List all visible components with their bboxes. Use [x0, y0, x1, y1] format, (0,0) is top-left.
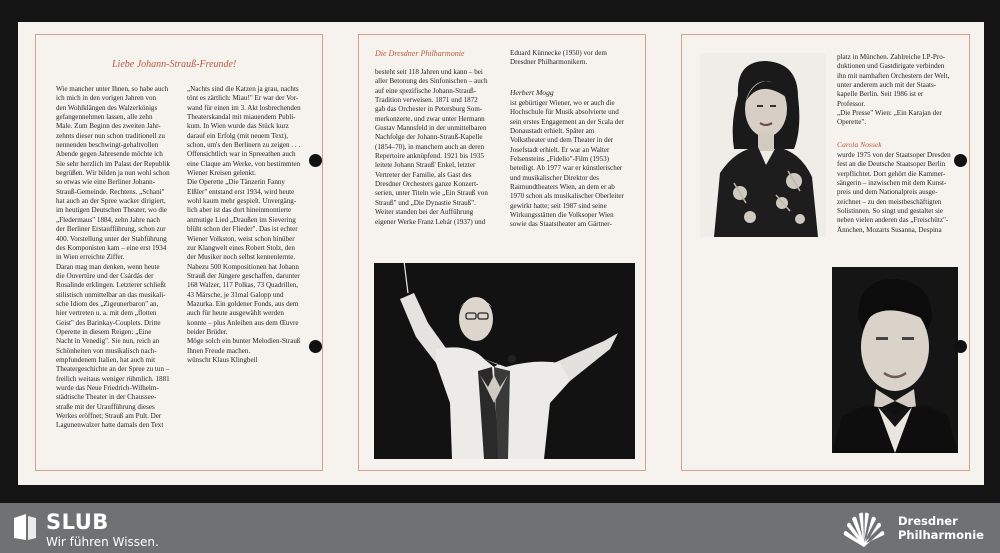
dresdner-philharmonie-name[interactable] — [898, 514, 984, 542]
greeting-text-column-2: „Nachts sind die Katzen ja grau, nachts tönt es zärtlich: Miau!" Er war der Vor- wand für einen im 3. Akt losbrechenden Theaterskandal mit miauendem Publi- kum. In Wien wurde das Stück kurz darauf ein Erfolg (mit neuem Text), schon, um's den Berlinern zu zeigen . . . Offensichtlich war in Spreeathen auch eine Claque am Werke, von bestimmten Wiener Kreisen gelenkt. Die Operette „Die Tänzerin Fanny Elßler" entstand erst 1934, wird heute wohl kaum mehr gespielt. Unvergäng- lich aber ist das dort hineinmontierte anmutige Lied „Draußen im Sievering blüht schon der Flieder". Das ist echter Wiener Volkston, weist schon hinüber zur Klangwelt eines Robert Stolz, den der Musiker noch selbst kennenlernte. Nahezu 500 Kompositionen hat Johann Strauß der Jüngere geschaffen, darunter 168 Walzer, 117 Polkas, 73 Quadrillen, 43 Märsche, je 31mal Galopp und Mazurka. Ein goldener Fonds, aus dem auch für heute ausgewählt werden konnte – plus Anleihen aus dem Œuvre beider Brüder. Möge solch ein bunter Melodien-Strauß Ihnen Freude machen. wünscht Klaus Klingbeil — [187, 85, 301, 364]
soprano-bio-text: wurde 1975 von der Staatsoper Dresden fest an die Deutsche Staatsoper Berlin verpflichtet. Dort gehört die Kammer- sängerin – inzwischen mit dem Kunst- preis und dem Nationalpreis ausge- zeichnet – zu den meistbeschäftigten Solistinnen. So singt und gestaltet sie neben vielen anderen das „Freischütz"- Ännchen, Mozarts Susanna, Despina — [837, 151, 951, 234]
soprano-name: Carola Nossek — [837, 140, 882, 149]
conductor-bio-text: ist gebürtiger Wiener, wo er auch die Hochschule für Musik absolvierte und sein erstes Engagement an der Scala der Donaustadt erhielt. Später am Volkstheater und dem Theater in der Josefstadt erhielt. Er war an Walter Felsensteins „Fidelio"-Film (1953) beteiligt. Ab 1977 war er künstlerischer und musikalischer Direktor des Raimundtheaters Wien, an dem er ab 1970 schon als musikalischer Oberleiter gewirkt hatte; seit 1987 sind seine Wirkungsstätten die Volksoper Wien sowie das Staatstheater am Gärtner- — [510, 99, 624, 229]
punch-hole — [309, 340, 322, 353]
conductor-photo — [374, 263, 635, 459]
panel-orchestra — [358, 34, 646, 471]
panel-greeting — [35, 34, 323, 471]
dp-name-line-2: Philharmonie — [898, 528, 984, 542]
greeting-text-column-1: Wie mancher unter Ihnen, so habe auch ich mich in den vorigen Jahren von den Wohlklängen des Walzerkönigs gefangennehmen lassen, alle zehn Male. Zum Beginn des zweiten Jahr- zehnts dieser nun schon traditionell zu nennenden beschwingt-gehaltvollen Abende gegen Jahresende möchte ich Sie sehr herzlich im Palast der Republik begrüßen. Wir bilden ja nun wohl schon so etwas wie eine Berliner Johann- Strauß-Gemeinde. Rechtens. „Schani" hat auch an der Spree wacker dirigiert, im heutigen Deutschen Theater, wo die „Fledermaus" 1884, zehn Jahre nach der Berliner Erstaufführung, schon zur 400. Vorstellung unter der Stabführung des Komponisten kam – eine erst 1934 in Wien erreichte Ziffer. Daran mag man denken, wenn heute die Ouvertüre und der Csárdás der Rosalinde erklingen. Letzterer schließt stilistisch unmittelbar an das musikali- sche Idiom des „Zigeunerbaron" an, hier vertreten u. a. mit dem „flotten Geist" des Barinkay-Couplets. Dritte Operette in diesem Reigen: „Eine Nacht in Venedig". Sie nun, reich an Schönheiten von musikalisch nach- empfundenem Italien, hat auch mit Theatergeschichte an der Spree zu tun – freilich weitaus weniger rühmlich. 1881 wurde das Neue Friedrich-Wilhelm- städtische Theater in der Chaussee- straße mit der Uraufführung dieses Werkes eröffnet; Strauß am Pult. Der Lagunenwalzer hatte damals den Text — [56, 85, 170, 430]
slub-logo-icon — [12, 512, 38, 542]
conductor-bio-continued: platz in München. Zahlreiche LP-Pro- duktionen und Gastdirigate verbinden ihn mit namhaften Orchestern der Welt, unter anderem auch mit der Staats- kapelle Berlin. Seit 1986 ist er Professor. „Die Presse" Wien: „Ein Karajan der Operette". — [837, 53, 950, 127]
orchestra-text-column-2-intro: Eduard Künnecke (1950) vor dem Dresdner Philharmonikern. — [510, 49, 607, 67]
tenor-portrait-photo — [832, 267, 958, 453]
dresdner-philharmonie-logo-icon — [840, 507, 888, 551]
punch-hole — [954, 340, 967, 353]
panel-soloist — [681, 34, 970, 471]
slub-tagline: Wir führen Wissen. — [46, 535, 159, 549]
greeting-heading: Liebe Johann-Strauß-Freunde! — [112, 59, 237, 70]
orchestra-heading: Die Dresdner Philharmonie — [375, 49, 465, 58]
punch-hole — [954, 154, 967, 167]
program-sheet — [18, 22, 984, 485]
slub-name[interactable]: SLUB — [46, 510, 109, 534]
conductor-name: Herbert Mogg — [510, 88, 554, 97]
punch-hole — [309, 154, 322, 167]
library-footer-bar — [0, 503, 1000, 553]
soprano-portrait-photo — [700, 53, 826, 237]
dp-name-line-1: Dresdner — [898, 514, 958, 528]
orchestra-text-column-1: besteht seit 118 Jahren und kann – bei aller Betonung des Sinfonischen – auch auf eine spezifische Johann-Strauß- Tradition verweisen. 1871 und 1872 gab das Orchester in Petersburg Som- merkonzerte, und zwar unter Hermann Gustav Mannsfeld in der unmittelbaren Nachfolge der Johann-Strauß-Kapelle (1854–70), in manchem auch an deren Repertoire anknüpfend. 1921 bis 1935 leitete Johann Strauß' Enkel, letzter Vertreter der Familie, als Gast des Dresdner Orchesters ganze Konzert- serien, unter Titeln wie „Ein Strauß von Strauß" und „Die Dynastie Strauß". Weiter standen bei der Aufführung eigener Werke Franz Lehár (1937) und — [375, 68, 488, 226]
